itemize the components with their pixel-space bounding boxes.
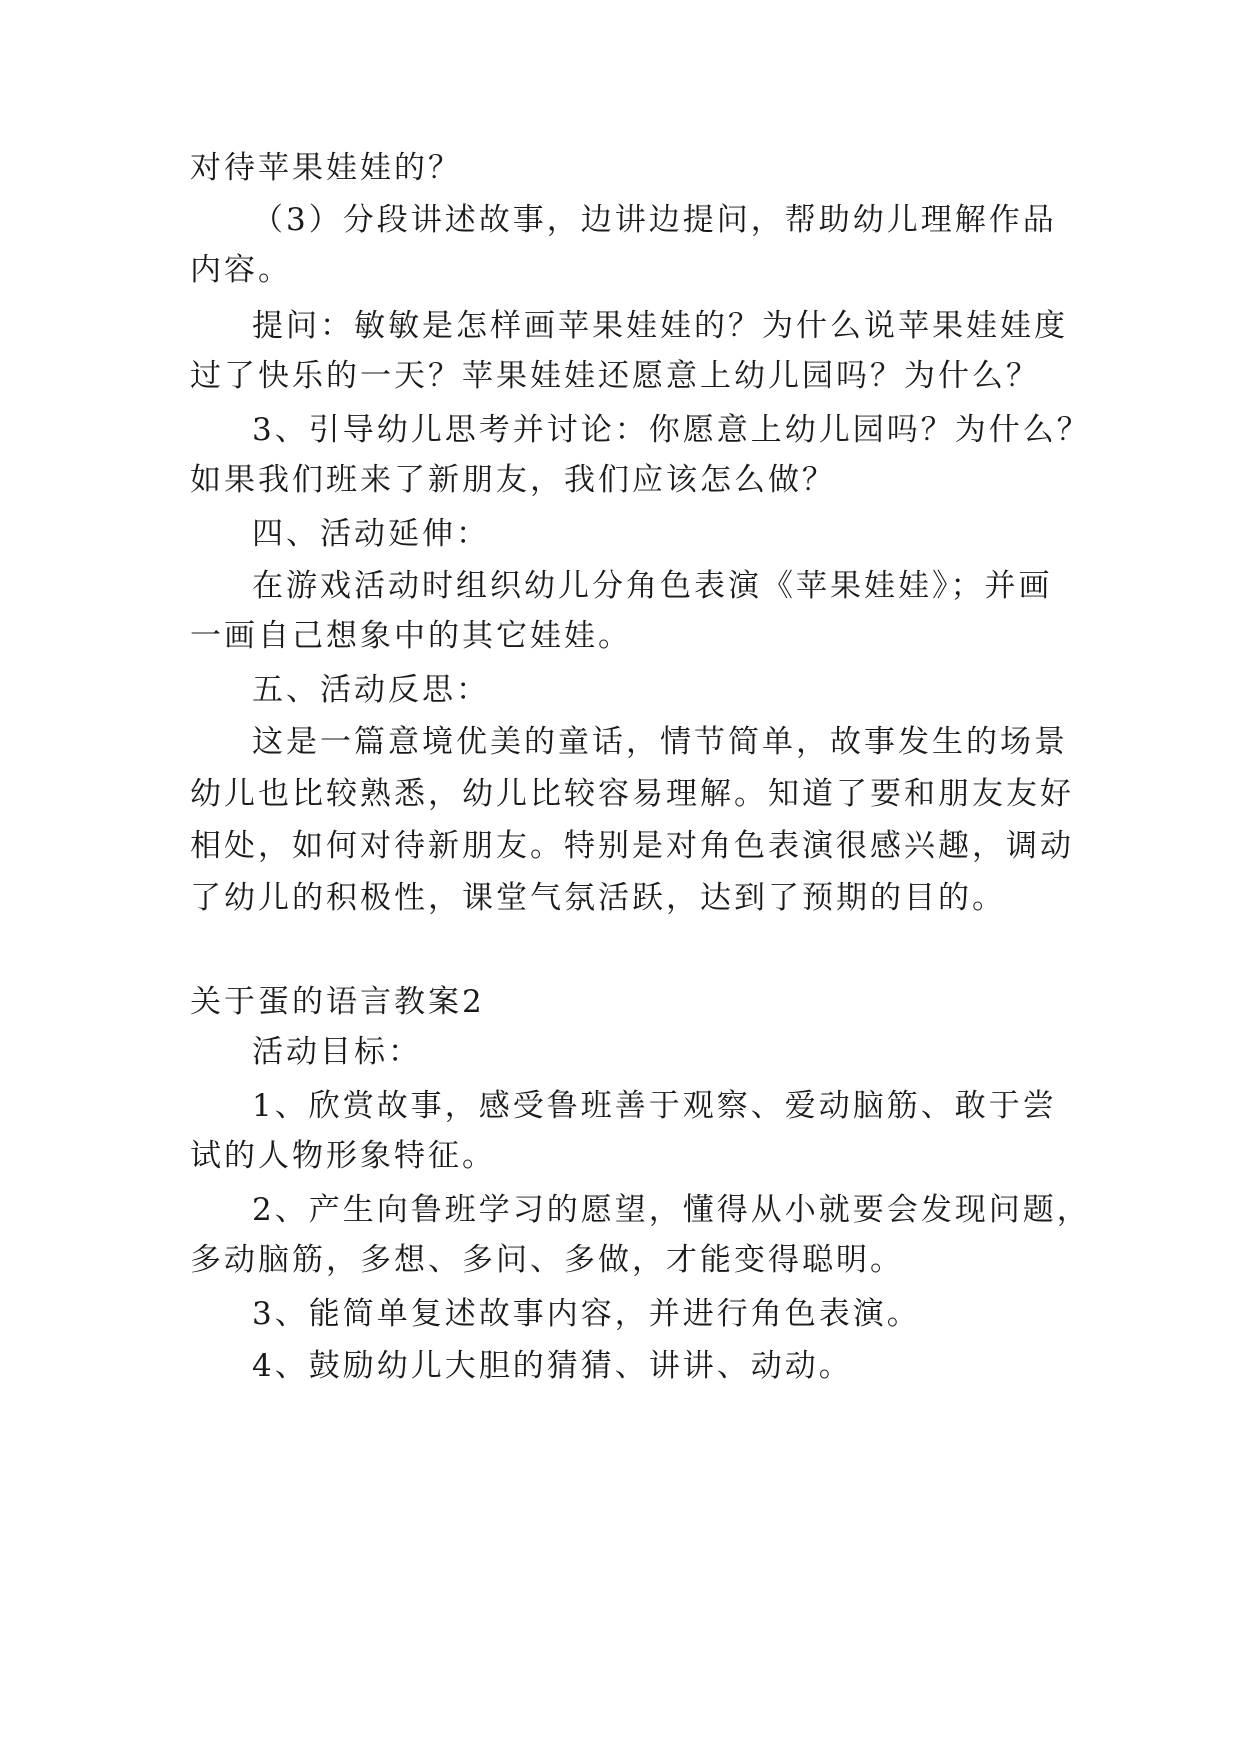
text-line: 了幼儿的积极性，课堂气氛活跃，达到了预期的目的。 bbox=[190, 880, 1006, 916]
section-heading: 活动目标： bbox=[252, 1034, 422, 1070]
document-title: 关于蛋的语言教案2 bbox=[190, 984, 485, 1020]
section-heading: 四、活动延伸： bbox=[252, 516, 490, 552]
text-line: 试的人物形象特征。 bbox=[190, 1138, 496, 1174]
text-line: 提问：敏敏是怎样画苹果娃娃的？为什么说苹果娃娃度 bbox=[252, 308, 1068, 344]
text-line: 1、欣赏故事，感受鲁班善于观察、爱动脑筋、敢于尝 bbox=[252, 1088, 1057, 1124]
text-line: 2、产生向鲁班学习的愿望，懂得从小就要会发现问题， bbox=[252, 1192, 1091, 1228]
text-line: 这是一篇意境优美的童话，情节简单，故事发生的场景 bbox=[252, 724, 1068, 760]
text-line: 多动脑筋，多想、多问、多做，才能变得聪明。 bbox=[190, 1242, 904, 1278]
text-line: 对待苹果娃娃的？ bbox=[190, 150, 462, 186]
text-line: 3、能简单复述故事内容，并进行角色表演。 bbox=[252, 1296, 921, 1332]
text-line: 相处，如何对待新朋友。特别是对角色表演很感兴趣，调动 bbox=[190, 828, 1074, 864]
section-heading: 五、活动反思： bbox=[252, 672, 490, 708]
text-line: 如果我们班来了新朋友，我们应该怎么做？ bbox=[190, 462, 836, 498]
text-line: 内容。 bbox=[190, 252, 292, 288]
text-line: 一画自己想象中的其它娃娃。 bbox=[190, 618, 632, 654]
text-line: （3）分段讲述故事，边讲边提问，帮助幼儿理解作品 bbox=[252, 202, 1057, 238]
text-line: 3、引导幼儿思考并讨论：你愿意上幼儿园吗？为什么？ bbox=[252, 412, 1091, 448]
text-line: 过了快乐的一天？苹果娃娃还愿意上幼儿园吗？为什么？ bbox=[190, 358, 1040, 394]
text-line: 4、鼓励幼儿大胆的猜猜、讲讲、动动。 bbox=[252, 1348, 853, 1384]
text-line: 幼儿也比较熟悉，幼儿比较容易理解。知道了要和朋友友好 bbox=[190, 776, 1074, 812]
text-line: 在游戏活动时组织幼儿分角色表演《苹果娃娃》；并画 bbox=[252, 568, 1053, 604]
